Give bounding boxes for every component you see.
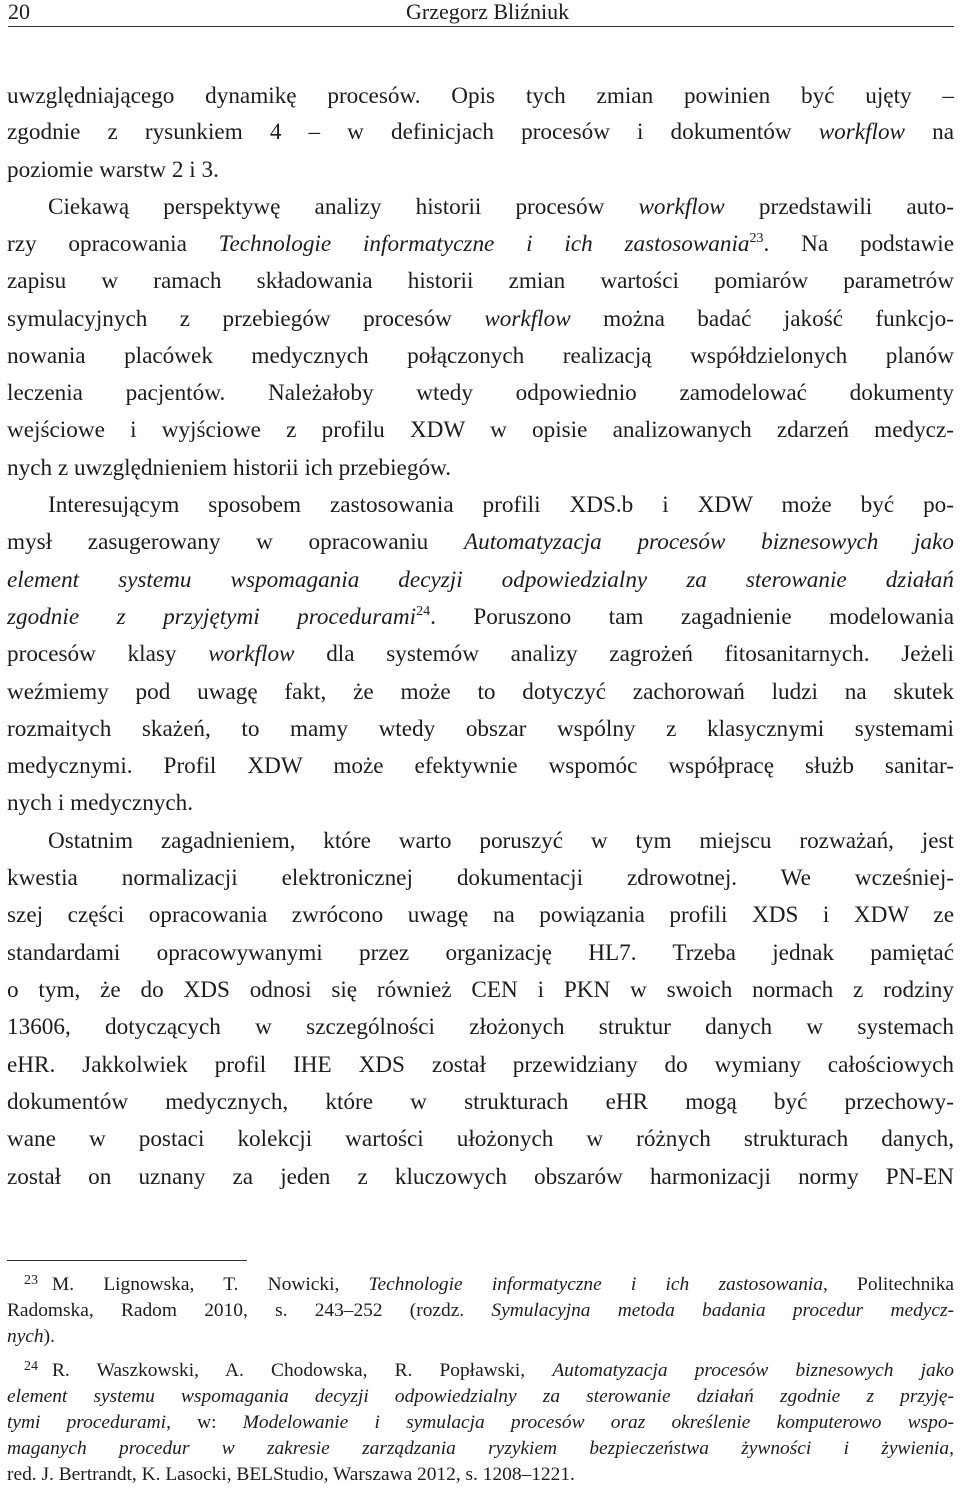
footnote-line <box>7 1437 954 1461</box>
text-run: , w: <box>166 1412 243 1433</box>
text-run: zgodnie z rysunkiem 4 – w definicjach procesów i dokumentów <box>7 119 819 145</box>
body-line <box>48 490 954 520</box>
text-run: na <box>905 119 954 145</box>
page-number: 20 <box>8 0 30 24</box>
italic-text: Symulacyjna metoda badania procedur medycz- <box>491 1300 954 1321</box>
text-run: nych i medycznych. <box>7 790 194 816</box>
body-line <box>7 1050 954 1080</box>
text-run: . Poruszono tam zagadnienie modelowania <box>430 604 955 630</box>
footnote-line <box>7 1385 954 1409</box>
text-run: red. J. Bertrandt, K. Lasocki, BELStudio, Warszawa 2012, s. 1208–1221. <box>7 1464 575 1485</box>
text-run: można badać jakość funkcjo- <box>570 306 954 332</box>
body-line <box>7 378 954 408</box>
body-line <box>7 155 954 185</box>
body-line <box>7 81 954 111</box>
footnote-separator <box>7 1260 247 1261</box>
italic-text: element systemu wspomagania decyzji odpowiedzialny za sterowanie działań zgodnie z przyję- <box>7 1386 954 1407</box>
italic-text: Technologie informatyczne i ich zastosowania <box>368 1274 823 1295</box>
text-run: procesów klasy <box>7 641 209 667</box>
text-run: dokumentów medycznych, które w strukturach eHR mogą być przechowy- <box>7 1089 954 1115</box>
text-run: Interesującym sposobem zastosowania profili XDS.b i XDW może być po- <box>48 492 954 518</box>
footnote-line <box>7 1299 954 1323</box>
body-line <box>7 788 954 818</box>
body-line <box>7 975 954 1005</box>
text-run: rzy opracowania <box>7 231 219 257</box>
text-run: mysł zasugerowany w opracowaniu <box>7 529 464 555</box>
text-run: kwestia normalizacji elektronicznej dokumentacji zdrowotnej. We wcześniej- <box>7 865 954 891</box>
text-run: M. Lignowska, T. Nowicki, <box>52 1274 369 1295</box>
running-head-author: Grzegorz Bliźniuk <box>406 0 570 24</box>
italic-text: workflow <box>818 119 906 145</box>
body-line <box>7 565 954 595</box>
text-run: Ostatnim zagadnieniem, które warto poruszyć w tym miejscu rozważań, jest <box>48 828 954 854</box>
text-run: leczenia pacjentów. Należałoby wtedy odpowiednio zamodelować dokumenty <box>7 380 954 406</box>
text-run: 13606, dotyczących w szczególności złożonych struktur danych w systemach <box>7 1014 954 1040</box>
body-line <box>7 229 954 263</box>
body-line <box>7 863 954 893</box>
text-run: przedstawili auto- <box>724 194 955 220</box>
text-run: zapisu w ramach składowania historii zmian wartości pomiarów parametrów <box>7 268 954 294</box>
text-run: eHR. Jakkolwiek profil IHE XDS został przewidziany do wymiany całościowych <box>7 1052 954 1078</box>
text-run: , <box>949 1438 954 1459</box>
text-run: o tym, że do XDS odnosi się również CEN i PKN w swoich normach z rodziny <box>7 977 954 1003</box>
text-run: Ciekawą perspektywę analizy historii procesów <box>48 194 639 220</box>
body-line <box>7 714 954 744</box>
italic-text: element systemu wspomagania decyzji odpowiedzialny za sterowanie działań <box>7 567 954 593</box>
body-line <box>7 639 954 669</box>
text-run: uwzględniającego dynamikę procesów. Opis tych zmian powinien być ujęty – <box>7 83 954 109</box>
body-line <box>48 192 954 222</box>
body-line <box>7 117 954 147</box>
body-line <box>7 266 954 296</box>
text-run: , Politechnika <box>822 1274 954 1295</box>
body-line <box>48 826 954 856</box>
text-run: . Na podstawie <box>763 231 954 257</box>
footnote-ref: 24 <box>416 604 431 619</box>
body-line <box>7 304 954 334</box>
footnote-number: 24 <box>24 1359 38 1374</box>
text-run: standardami opracowywanymi przez organizację HL7. Trzeba jednak pamiętać <box>7 940 954 966</box>
italic-text: workflow <box>484 306 571 332</box>
footnote-line <box>7 1325 954 1349</box>
text-run: R. Waszkowski, A. Chodowska, R. Popławski, <box>52 1360 553 1381</box>
italic-text: workflow <box>208 641 295 667</box>
body-line <box>7 938 954 968</box>
text-run: ). <box>43 1326 55 1347</box>
text-run: dla systemów analizy zagrożeń fitosanitarnych. Jeżeli <box>294 641 954 667</box>
body-line <box>7 900 954 930</box>
footnote-line <box>24 1359 954 1385</box>
italic-text: workflow <box>638 194 725 220</box>
body-line <box>7 1087 954 1117</box>
body-line <box>7 1012 954 1042</box>
footnote-number: 23 <box>24 1273 38 1288</box>
italic-text: maganych procedur w zakresie zarządzania ryzykiem bezpieczeństwa żywności i żywienia <box>7 1438 950 1459</box>
italic-text: nych <box>7 1326 44 1347</box>
italic-text: Automatyzacja procesów biznesowych jako <box>552 1360 954 1381</box>
body-line <box>7 1162 954 1192</box>
text-run: Radomska, Radom 2010, s. 243–252 (rozdz. <box>7 1300 492 1321</box>
text-run: szej części opracowania zwrócono uwagę na powiązania profili XDS i XDW ze <box>7 902 954 928</box>
italic-text: tymi procedurami <box>7 1412 167 1433</box>
footnote-line <box>7 1463 954 1487</box>
body-line <box>7 751 954 781</box>
body-line <box>7 677 954 707</box>
italic-text: Modelowanie i symulacja procesów oraz określenie komputerowo wspo- <box>242 1412 955 1433</box>
italic-text: Technologie informatyczne i ich zastosowania <box>218 231 750 257</box>
body-line <box>7 341 954 371</box>
footnote-ref: 23 <box>749 231 764 246</box>
italic-text: zgodnie z przyjętymi procedurami <box>7 604 417 630</box>
text-run: medycznymi. Profil XDW może efektywnie wspomóc współpracę służb sanitar- <box>7 753 954 779</box>
text-run: nych z uwzględnieniem historii ich przebiegów. <box>7 455 452 481</box>
body-line <box>7 415 954 445</box>
body-line <box>7 453 954 483</box>
text-run: został on uznany za jeden z kluczowych obszarów harmonizacji normy PN-EN <box>7 1164 954 1190</box>
text-run: nowania placówek medycznych połączonych realizacją współdzielonych planów <box>7 343 954 369</box>
footnote-line <box>7 1411 954 1435</box>
body-line <box>7 1124 954 1154</box>
text-run: weźmiemy pod uwagę fakt, że może to dotyczyć zachorowań ludzi na skutek <box>7 679 954 705</box>
body-line <box>7 527 954 557</box>
footnote-line <box>24 1273 954 1299</box>
text-run: poziomie warstw 2 i 3. <box>7 157 219 183</box>
text-run: wejściowe i wyjściowe z profilu XDW w opisie analizowanych zdarzeń medycz- <box>7 417 954 443</box>
body-line <box>7 602 954 636</box>
text-run: rozmaitych skażeń, to mamy wtedy obszar wspólny z klasycznymi systemami <box>7 716 954 742</box>
text-run: symulacyjnych z przebiegów procesów <box>7 306 485 332</box>
text-run: wane w postaci kolekcji wartości ułożonych w różnych strukturach danych, <box>7 1126 954 1152</box>
italic-text: Automatyzacja procesów biznesowych jako <box>463 529 954 555</box>
page-header <box>8 0 954 27</box>
